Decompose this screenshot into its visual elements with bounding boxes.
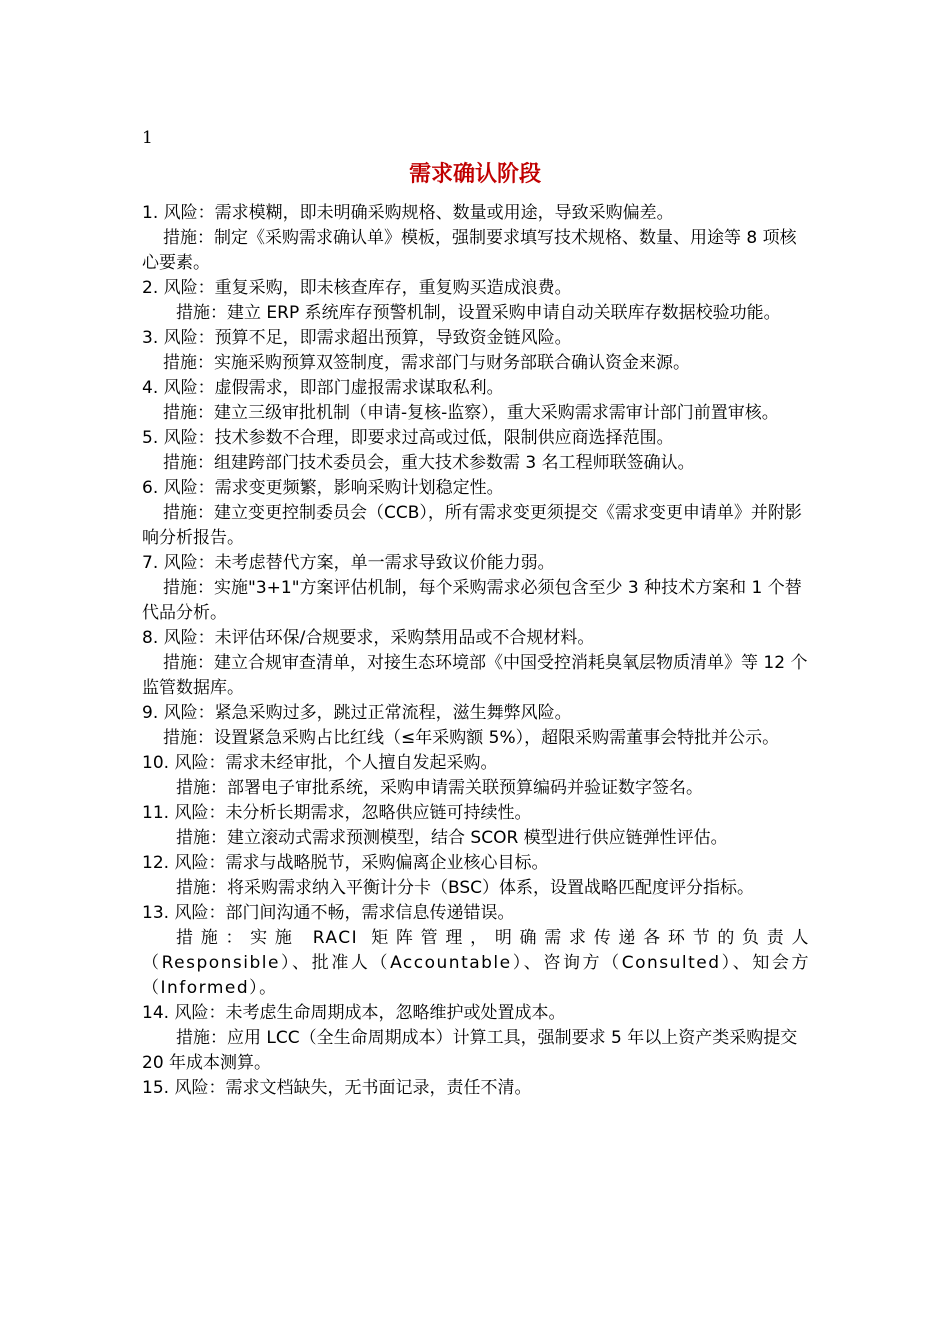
risk-item-3: 3. 风险：预算不足，即需求超出预算，导致资金链风险。 [142,328,572,348]
risk-item-1: 1. 风险：需求模糊，即未明确采购规格、数量或用途，导致采购偏差。 [142,203,674,223]
measure-item-13: 措施：实施 RACI 矩阵管理，明确需求传递各环节的负责人（Responsible）、批准人（Accountable）、咨询方（Consulted）、知会方（Informed）。 [142,928,810,998]
risk-item-11: 11. 风险：未分析长期需求，忽略供应链可持续性。 [142,803,532,823]
measure-item-10: 措施：部署电子审批系统，采购申请需关联预算编码并验证数字签名。 [176,778,703,798]
measure-item-6: 措施：建立变更控制委员会（CCB），所有需求变更须提交《需求变更申请单》并附影响分析报告。 [142,503,802,548]
measure-item-8: 措施：建立合规审查清单，对接生态环境部《中国受控消耗臭氧层物质清单》等 12 个监管数据库。 [142,653,808,698]
risk-item-9: 9. 风险：紧急采购过多，跳过正常流程，滋生舞弊风险。 [142,703,572,723]
measure-item-11: 措施：建立滚动式需求预测模型，结合 SCOR 模型进行供应链弹性评估。 [176,828,728,848]
risk-item-14: 14. 风险：未考虑生命周期成本，忽略维护或处置成本。 [142,1003,566,1023]
measure-item-12: 措施：将采购需求纳入平衡计分卡（BSC）体系，设置战略匹配度评分指标。 [176,878,755,898]
section-title: 需求确认阶段 [408,162,541,187]
risk-item-15: 15. 风险：需求文档缺失，无书面记录，责任不清。 [142,1078,532,1098]
measure-item-1: 措施：制定《采购需求确认单》模板，强制要求填写技术规格、数量、用途等 8 项核心要素。 [142,228,797,273]
page-number: 1 [142,128,153,148]
risk-item-5: 5. 风险：技术参数不合理，即要求过高或过低，限制供应商选择范围。 [142,428,674,448]
risk-item-6: 6. 风险：需求变更频繁，影响采购计划稳定性。 [142,478,504,498]
measure-item-7: 措施：实施"3+1"方案评估机制，每个采购需求必须包含至少 3 种技术方案和 1 个替代品分析。 [142,578,802,623]
measure-item-4: 措施：建立三级审批机制（申请-复核-监察），重大采购需求需审计部门前置审核。 [163,403,779,423]
risk-item-2: 2. 风险：重复采购，即未核查库存，重复购买造成浪费。 [142,278,572,298]
risk-item-8: 8. 风险：未评估环保/合规要求，采购禁用品或不合规材料。 [142,628,595,648]
risk-item-13: 13. 风险：部门间沟通不畅，需求信息传递错误。 [142,903,515,923]
risk-item-10: 10. 风险：需求未经审批，个人擅自发起采购。 [142,753,498,773]
risk-item-4: 4. 风险：虚假需求，即部门虚报需求谋取私利。 [142,378,504,398]
risk-item-7: 7. 风险：未考虑替代方案，单一需求导致议价能力弱。 [142,553,555,573]
measure-item-5: 措施：组建跨部门技术委员会，重大技术参数需 3 名工程师联签确认。 [163,453,695,473]
measure-item-14: 措施：应用 LCC（全生命周期成本）计算工具，强制要求 5 年以上资产类采购提交 20 年成本测算。 [142,1028,798,1073]
measure-item-2: 措施：建立 ERP 系统库存预警机制，设置采购申请自动关联库存数据校验功能。 [176,303,781,323]
measure-item-9: 措施：设置紧急采购占比红线（≤年采购额 5%），超限采购需董事会特批并公示。 [163,728,780,748]
measure-item-3: 措施：实施采购预算双签制度，需求部门与财务部联合确认资金来源。 [163,353,690,373]
risk-list [142,201,810,1101]
risk-item-12: 12. 风险：需求与战略脱节，采购偏离企业核心目标。 [142,853,549,873]
